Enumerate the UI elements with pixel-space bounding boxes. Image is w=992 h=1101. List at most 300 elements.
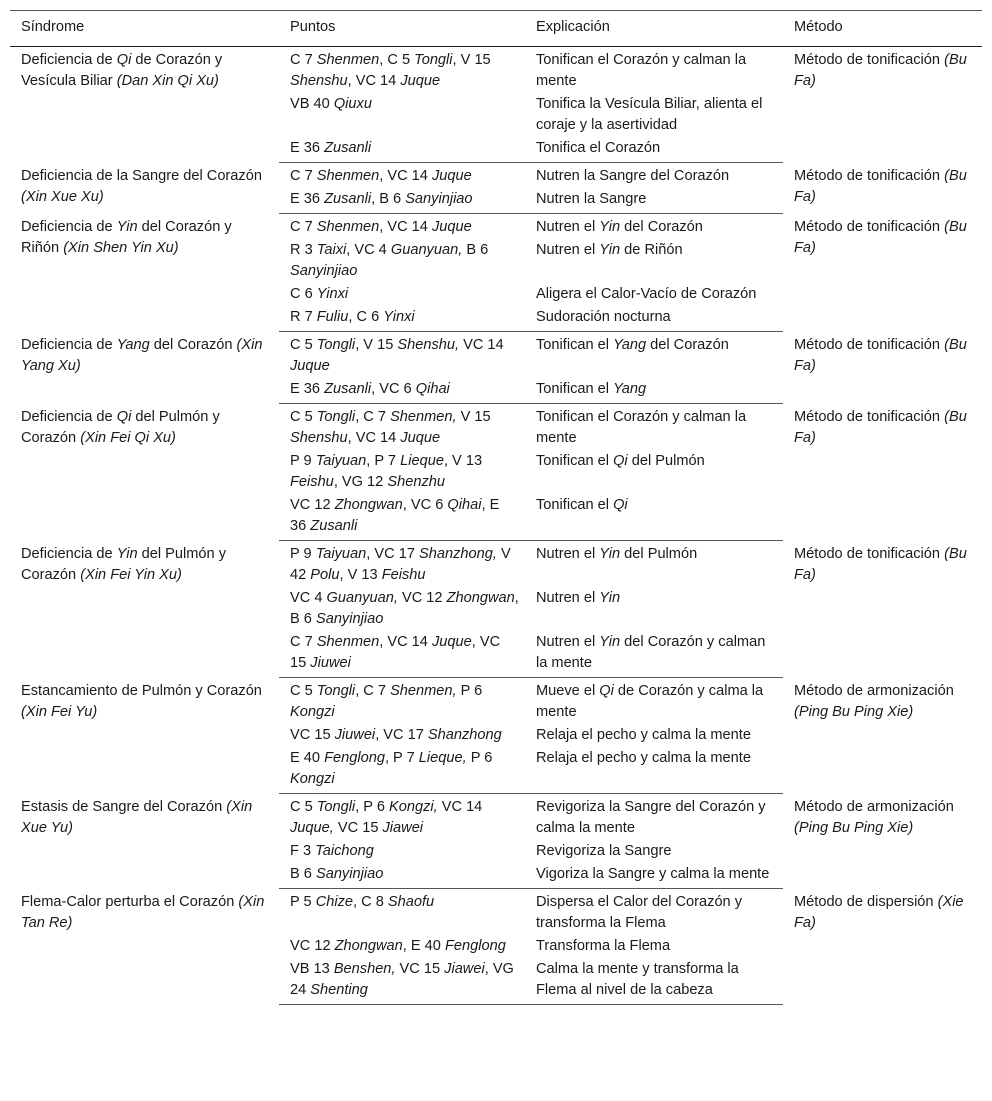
italic-term: Tongli: [316, 683, 356, 699]
text-run: VC 12: [290, 938, 335, 954]
cell-puntos: [279, 214, 525, 240]
text-run: Calma la mente y transforma la Flema al nivel de la cabeza: [536, 961, 739, 998]
table-row: [10, 404, 982, 451]
table-row: [10, 794, 982, 841]
text-run: VB 40: [290, 96, 334, 112]
text-run: , VG 24: [290, 961, 514, 998]
italic-term: Fuliu: [316, 309, 349, 325]
text-run: , C 5: [379, 52, 415, 68]
cell-sindrome: [10, 332, 279, 404]
text-run: Vigoriza la Sangre y calma la mente: [536, 866, 770, 882]
italic-term: (Bu Fa): [794, 336, 967, 374]
text-run: Estasis de Sangre del Corazón: [21, 798, 227, 815]
text-run: Deficiencia de: [21, 218, 117, 235]
cell-puntos: [279, 494, 525, 541]
text-run: , VC 6: [371, 381, 416, 397]
italic-term: Juque,: [290, 820, 334, 836]
italic-term: (Xie Fa): [794, 893, 964, 931]
text-run: Método de armonización: [794, 798, 954, 815]
cell-explicacion: [525, 889, 783, 936]
cell-puntos: [279, 678, 525, 725]
italic-term: (Ping Bu Ping Xie): [794, 703, 914, 720]
text-run: VC 14: [437, 799, 483, 815]
cell-sindrome: [10, 678, 279, 794]
italic-term: Tongli: [316, 409, 356, 425]
italic-term: Sanyinjiao: [315, 866, 384, 882]
text-run: Deficiencia de la Sangre del Corazón: [21, 167, 262, 184]
text-run: Tonifican el Corazón y calman la mente: [536, 52, 747, 89]
cell-sindrome: [10, 214, 279, 332]
cell-explicacion: [525, 863, 783, 889]
table-row: [10, 541, 982, 588]
italic-term: Zhongwan: [334, 497, 403, 513]
cell-explicacion: [525, 541, 783, 588]
cell-puntos: [279, 332, 525, 379]
header-metodo: Método: [783, 11, 982, 47]
text-run: E 36: [290, 140, 325, 156]
cell-puntos: [279, 306, 525, 332]
italic-term: (Xin Shen Yin Xu): [63, 239, 179, 256]
text-run: del Pulmón: [620, 546, 698, 562]
text-run: B 6: [462, 242, 489, 258]
header-row: [10, 11, 982, 47]
italic-term: (Bu Fa): [794, 52, 967, 89]
text-run: V 42: [290, 546, 511, 583]
cell-puntos: [279, 587, 525, 631]
cell-explicacion: [525, 678, 783, 725]
italic-term: Zusanli: [324, 140, 372, 156]
table-row: [10, 214, 982, 240]
italic-term: Yang: [613, 381, 647, 397]
text-run: del Pulmón: [627, 453, 705, 469]
text-run: Método de tonificación: [794, 167, 945, 184]
cell-puntos: [279, 378, 525, 404]
text-run: Dispersa el Calor del Corazón y transforma la Flema: [536, 894, 743, 931]
text-run: C 6: [290, 286, 317, 302]
text-run: del Corazón: [646, 337, 729, 353]
italic-term: Shenmen: [316, 168, 380, 184]
text-run: , C 7: [355, 683, 391, 699]
italic-term: Zhongwan: [334, 938, 403, 954]
text-run: Mueve el: [536, 683, 600, 699]
text-run: C 7: [290, 219, 317, 235]
text-run: Nutren el: [536, 242, 600, 258]
text-run: Método de tonificación: [794, 545, 945, 562]
cell-metodo: [783, 332, 982, 404]
italic-term: Shenshu: [290, 430, 348, 446]
text-run: Tonifican el: [536, 337, 614, 353]
table-row: [10, 163, 982, 189]
text-run: C 5: [290, 683, 317, 699]
cell-explicacion: [525, 188, 783, 214]
italic-term: Feishu: [290, 474, 334, 490]
italic-term: Shenmen,: [390, 683, 457, 699]
text-run: Deficiencia de: [21, 408, 117, 425]
italic-term: Fenglong: [324, 750, 385, 766]
cell-explicacion: [525, 724, 783, 747]
table-row: [10, 889, 982, 936]
text-run: Método de tonificación: [794, 336, 945, 353]
table-header: [10, 11, 982, 47]
italic-term: Juque: [400, 430, 441, 446]
text-run: Transforma la Flema: [536, 938, 671, 954]
italic-term: Taichong: [315, 843, 374, 859]
cell-puntos: [279, 283, 525, 306]
italic-term: (Xin Xue Xu): [21, 188, 104, 205]
italic-term: Fenglong: [444, 938, 506, 954]
cell-puntos: [279, 93, 525, 137]
text-run: R 7: [290, 309, 317, 325]
italic-term: Taiyuan: [315, 546, 367, 562]
text-run: , VC 14: [379, 219, 432, 235]
cell-explicacion: [525, 214, 783, 240]
italic-term: Jiuwei: [310, 655, 351, 671]
text-run: V 15: [456, 409, 491, 425]
cell-sindrome: [10, 889, 279, 1005]
header-puntos: Puntos: [279, 11, 525, 47]
text-run: Nutren el: [536, 219, 600, 235]
text-run: , VC 15: [290, 634, 501, 671]
italic-term: (Xin Fei Yin Xu): [80, 566, 182, 583]
italic-term: (Xin Fei Yu): [21, 703, 98, 720]
italic-term: Qi: [613, 497, 628, 513]
text-run: , VC 14: [379, 634, 432, 650]
text-run: Aligera el Calor-Vacío de Corazón: [536, 286, 757, 302]
text-run: Tonifica la Vesícula Biliar, alienta el coraje y la asertividad: [536, 96, 763, 133]
text-run: , C 7: [355, 409, 391, 425]
text-run: Método de tonificación: [794, 52, 945, 68]
cell-puntos: [279, 404, 525, 451]
italic-term: Shenzhu: [387, 474, 445, 490]
italic-term: (Bu Fa): [794, 545, 967, 583]
cell-metodo: [783, 889, 982, 1005]
italic-term: Lieque,: [418, 750, 467, 766]
cell-sindrome: [10, 47, 279, 163]
text-run: C 5: [290, 337, 317, 353]
text-run: VC 15: [333, 820, 383, 836]
header-explicacion: Explicación: [525, 11, 783, 47]
text-run: Método de dispersión: [794, 893, 938, 910]
text-run: , P 7: [366, 453, 401, 469]
italic-term: Yang: [116, 336, 150, 353]
italic-term: Kongzi: [290, 771, 335, 787]
text-run: E 36: [290, 381, 325, 397]
italic-term: Yin: [599, 219, 621, 235]
cell-metodo: [783, 794, 982, 889]
cell-explicacion: [525, 450, 783, 494]
text-run: Deficiencia de: [21, 52, 117, 68]
text-run: VC 15: [395, 961, 445, 977]
italic-term: Shenmen,: [390, 409, 457, 425]
text-run: del Corazón y Riñón: [21, 218, 232, 256]
text-run: Método de tonificación: [794, 218, 945, 235]
italic-term: Zusanli: [324, 381, 372, 397]
cell-puntos: [279, 47, 525, 94]
text-run: Estancamiento de Pulmón y Corazón: [21, 682, 262, 699]
cell-sindrome: [10, 163, 279, 214]
cell-explicacion: [525, 163, 783, 189]
italic-term: Shenmen: [316, 52, 380, 68]
text-run: Relaja el pecho y calma la mente: [536, 750, 751, 766]
italic-term: Jiuwei: [334, 727, 376, 743]
cell-puntos: [279, 747, 525, 794]
text-run: C 5: [290, 799, 317, 815]
cell-sindrome: [10, 794, 279, 889]
text-run: , C 8: [353, 894, 388, 910]
text-run: C 5: [290, 409, 317, 425]
italic-term: Sanyinjiao: [315, 611, 384, 627]
text-run: Nutren el: [536, 546, 600, 562]
text-run: , V 15: [355, 337, 398, 353]
italic-term: Juque: [431, 634, 472, 650]
text-run: Nutren el: [536, 590, 600, 606]
italic-term: (Xin Tan Re): [21, 893, 265, 931]
text-run: de Corazón y calma la mente: [536, 683, 764, 720]
cell-explicacion: [525, 494, 783, 541]
text-run: Deficiencia de: [21, 545, 117, 562]
text-run: Sudoración nocturna: [536, 309, 671, 325]
italic-term: Chize: [315, 894, 354, 910]
italic-term: Yang: [613, 337, 647, 353]
italic-term: Guanyuan,: [326, 590, 398, 606]
text-run: del Corazón: [149, 336, 237, 353]
cell-puntos: [279, 863, 525, 889]
cell-explicacion: [525, 631, 783, 678]
text-run: del Corazón: [620, 219, 703, 235]
italic-term: Juque: [431, 168, 472, 184]
italic-term: Sanyinjiao: [290, 263, 358, 279]
italic-term: Qihai: [447, 497, 482, 513]
cell-explicacion: [525, 958, 783, 1005]
text-run: , VG 12: [333, 474, 388, 490]
text-run: , VC 17: [366, 546, 420, 562]
italic-term: Shanzhong: [427, 727, 502, 743]
italic-term: Juque: [431, 219, 472, 235]
cell-metodo: [783, 541, 982, 678]
text-run: Nutren la Sangre: [536, 191, 647, 207]
text-run: C 7: [290, 168, 317, 184]
cell-sindrome: [10, 541, 279, 678]
cell-metodo: [783, 404, 982, 541]
italic-term: (Dan Xin Qi Xu): [116, 73, 219, 89]
text-run: VB 13: [290, 961, 334, 977]
italic-term: Juque: [400, 73, 441, 89]
text-run: , VC 17: [375, 727, 428, 743]
italic-term: Taiyuan: [315, 453, 367, 469]
text-run: P 5: [290, 894, 316, 910]
text-run: , V 13: [339, 567, 382, 583]
text-run: del Pulmón y Corazón: [21, 408, 220, 446]
italic-term: Jiawei: [382, 820, 424, 836]
text-run: de Riñón: [620, 242, 683, 258]
italic-term: Taixi: [316, 242, 347, 258]
cell-puntos: [279, 631, 525, 678]
italic-term: Yin: [116, 545, 138, 562]
italic-term: Tongli: [316, 799, 356, 815]
text-run: P 6: [456, 683, 483, 699]
text-run: , V 15: [452, 52, 491, 68]
cell-explicacion: [525, 332, 783, 379]
text-run: VC 14: [459, 337, 504, 353]
italic-term: Shenshu,: [397, 337, 460, 353]
syndrome-table: [10, 10, 982, 1005]
italic-term: Polu: [310, 567, 340, 583]
cell-puntos: [279, 958, 525, 1005]
cell-puntos: [279, 724, 525, 747]
text-run: , V 13: [443, 453, 483, 469]
text-run: Revigoriza la Sangre: [536, 843, 672, 859]
cell-explicacion: [525, 747, 783, 794]
text-run: Revigoriza la Sangre del Corazón y calma la mente: [536, 799, 766, 836]
italic-term: (Bu Fa): [794, 167, 967, 205]
italic-term: Shaofu: [387, 894, 435, 910]
italic-term: Zusanli: [324, 191, 372, 207]
header-sindrome: Síndrome: [10, 11, 279, 47]
cell-explicacion: [525, 404, 783, 451]
text-run: Método de tonificación: [794, 408, 945, 425]
table-row: [10, 47, 982, 94]
text-run: P 9: [290, 546, 316, 562]
cell-explicacion: [525, 935, 783, 958]
italic-term: Yin: [599, 634, 621, 650]
italic-term: Yinxi: [316, 286, 349, 302]
italic-term: Benshen,: [333, 961, 396, 977]
text-run: del Pulmón y Corazón: [21, 545, 226, 583]
italic-term: Jiawei: [444, 961, 485, 977]
text-run: VC 12: [397, 590, 447, 606]
text-run: , P 6: [355, 799, 389, 815]
cell-explicacion: [525, 137, 783, 163]
cell-sindrome: [10, 404, 279, 541]
text-run: P 9: [290, 453, 316, 469]
text-run: P 6: [466, 750, 493, 766]
cell-metodo: [783, 47, 982, 163]
cell-explicacion: [525, 93, 783, 137]
text-run: , E 36: [290, 497, 500, 534]
cell-puntos: [279, 889, 525, 936]
text-run: Método de armonización: [794, 682, 954, 699]
text-run: F 3: [290, 843, 316, 859]
cell-explicacion: [525, 239, 783, 283]
italic-term: Shanzhong,: [419, 546, 497, 562]
table-row: [10, 678, 982, 725]
italic-term: Qi: [613, 453, 628, 469]
italic-term: Shenshu: [290, 73, 348, 89]
cell-puntos: [279, 137, 525, 163]
table-row: [10, 332, 982, 379]
italic-term: Feishu: [381, 567, 426, 583]
text-run: Relaja el pecho y calma la mente: [536, 727, 751, 743]
italic-term: Shenmen: [316, 634, 380, 650]
italic-term: Yinxi: [383, 309, 415, 325]
cell-explicacion: [525, 306, 783, 332]
text-run: C 7: [290, 52, 317, 68]
text-run: Flema-Calor perturba el Corazón: [21, 893, 239, 910]
text-run: Tonifican el: [536, 497, 614, 513]
text-run: Deficiencia de: [21, 336, 117, 353]
cell-explicacion: [525, 840, 783, 863]
italic-term: Yin: [116, 218, 138, 235]
text-run: , VC 4: [346, 242, 391, 258]
table-body: [10, 47, 982, 1005]
text-run: , B 6: [290, 590, 519, 627]
cell-explicacion: [525, 378, 783, 404]
italic-term: Kongzi: [290, 704, 335, 720]
syndrome-table-container: [10, 10, 982, 1005]
text-run: R 3: [290, 242, 317, 258]
italic-term: (Xin Xue Yu): [21, 798, 253, 836]
italic-term: Kongzi,: [389, 799, 438, 815]
italic-term: Tongli: [316, 337, 356, 353]
text-run: , VC 14: [347, 73, 401, 89]
italic-term: Yin: [599, 546, 621, 562]
italic-term: Zusanli: [310, 518, 358, 534]
cell-metodo: [783, 678, 982, 794]
italic-term: (Ping Bu Ping Xie): [794, 819, 914, 836]
italic-term: Yin: [599, 242, 621, 258]
text-run: , VC 14: [347, 430, 401, 446]
text-run: , B 6: [371, 191, 406, 207]
italic-term: Juque: [290, 358, 330, 374]
italic-term: Tongli: [414, 52, 453, 68]
italic-term: Sanyinjiao: [405, 191, 473, 207]
italic-term: Yin: [599, 590, 621, 606]
cell-explicacion: [525, 794, 783, 841]
italic-term: Qi: [116, 408, 132, 425]
text-run: Nutren la Sangre del Corazón: [536, 168, 730, 184]
text-run: B 6: [290, 866, 316, 882]
text-run: Tonifican el: [536, 381, 614, 397]
text-run: E 36: [290, 191, 325, 207]
italic-term: Lieque: [400, 453, 444, 469]
cell-puntos: [279, 188, 525, 214]
text-run: , E 40: [402, 938, 445, 954]
italic-term: Qihai: [415, 381, 450, 397]
cell-puntos: [279, 541, 525, 588]
cell-explicacion: [525, 283, 783, 306]
text-run: VC 12: [290, 497, 335, 513]
italic-term: (Xin Yang Xu): [21, 336, 263, 374]
text-run: de Corazón y Vesícula Biliar: [21, 52, 223, 89]
text-run: C 7: [290, 634, 317, 650]
cell-metodo: [783, 163, 982, 214]
text-run: VC 4: [290, 590, 327, 606]
italic-term: (Bu Fa): [794, 408, 967, 446]
text-run: Tonifican el Corazón y calman la mente: [536, 409, 747, 446]
italic-term: Qiuxu: [333, 96, 372, 112]
italic-term: (Xin Fei Qi Xu): [80, 429, 176, 446]
italic-term: Shenmen: [316, 219, 380, 235]
cell-metodo: [783, 214, 982, 332]
cell-explicacion: [525, 587, 783, 631]
italic-term: Guanyuan,: [390, 242, 463, 258]
text-run: Tonifica el Corazón: [536, 140, 661, 156]
text-run: Nutren el: [536, 634, 600, 650]
italic-term: Qi: [599, 683, 614, 699]
cell-puntos: [279, 163, 525, 189]
italic-term: Qi: [116, 52, 132, 68]
italic-term: Zhongwan: [446, 590, 515, 606]
italic-term: (Bu Fa): [794, 218, 967, 256]
text-run: , VC 14: [379, 168, 432, 184]
cell-puntos: [279, 935, 525, 958]
cell-puntos: [279, 794, 525, 841]
text-run: Tonifican el: [536, 453, 614, 469]
text-run: del Corazón y calman la mente: [536, 634, 766, 671]
text-run: , P 7: [384, 750, 419, 766]
text-run: , C 6: [348, 309, 384, 325]
cell-puntos: [279, 840, 525, 863]
